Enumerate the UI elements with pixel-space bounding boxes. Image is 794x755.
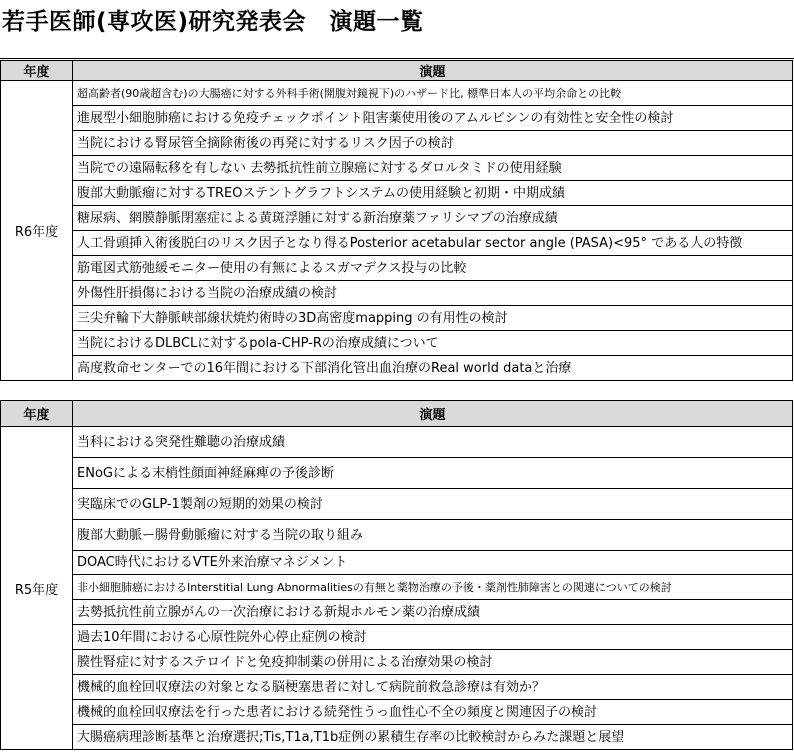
r6-topics-table: [0, 60, 793, 381]
topic-cell: 人工骨頭挿入術後脱臼のリスク因子となり得るPosterior acetabular sector angle (PASA)<95° である人の特徴: [73, 231, 793, 256]
table-row: [1, 520, 793, 551]
year-column-header: 年度: [1, 401, 73, 427]
table-row: [1, 131, 793, 156]
table-row: [1, 331, 793, 356]
table-row: [1, 551, 793, 575]
table-row: [1, 181, 793, 206]
table-row: [1, 356, 793, 381]
table-row: [1, 625, 793, 650]
table-row: [1, 156, 793, 181]
topic-cell: DOAC時代におけるVTE外来治療マネジメント: [73, 551, 793, 575]
topic-cell: 当院におけるDLBCLに対するpola-CHP-Rの治療成績について: [73, 331, 793, 356]
topic-cell: 当科における突発性難聴の治療成績: [73, 427, 793, 458]
topic-cell: ENoGによる末梢性顔面神経麻痺の予後診断: [73, 458, 793, 489]
table-row: [1, 650, 793, 675]
table-row: [1, 725, 793, 750]
table-header-row: [1, 401, 793, 427]
table-row: [1, 306, 793, 331]
table-row: [1, 458, 793, 489]
table-row: [1, 106, 793, 131]
topic-cell: 当院における腎尿管全摘除術後の再発に対するリスク因子の検討: [73, 131, 793, 156]
table-header-row: [1, 61, 793, 81]
table-row: [1, 427, 793, 458]
table-row: [1, 206, 793, 231]
topic-cell: 機械的血栓回収療法を行った患者における続発性うっ血性心不全の頻度と関連因子の検討: [73, 700, 793, 725]
topic-cell: 機械的血栓回収療法の対象となる脳梗塞患者に対して病院前救急診療は有効か？: [73, 675, 793, 700]
year-cell-r5: R5年度: [1, 427, 73, 750]
table-row: [1, 575, 793, 600]
topic-cell: 糖尿病、網膜静脈閉塞症による黄斑浮腫に対する新治療薬ファリシマブの治療成績: [73, 206, 793, 231]
topic-cell: 去勢抵抗性前立腺がんの一次治療における新規ホルモン薬の治療成績: [73, 600, 793, 625]
topic-cell: 進展型小細胞肺癌における免疫チェックポイント阻害薬使用後のアムルビシンの有効性と安全性の検討: [73, 106, 793, 131]
table-row: [1, 231, 793, 256]
table-row: [1, 281, 793, 306]
topic-cell: 実臨床でのGLP-1製剤の短期的効果の検討: [73, 489, 793, 520]
r5-topics-table: [0, 400, 793, 750]
topic-cell: 膜性腎症に対するステロイドと免疫抑制薬の併用による治療効果の検討: [73, 650, 793, 675]
table-row: [1, 700, 793, 725]
topic-cell: 当院での遠隔転移を有しない 去勢抵抗性前立腺癌に対するダロルタミドの使用経験: [73, 156, 793, 181]
table-row: [1, 256, 793, 281]
topic-cell: 外傷性肝損傷における当院の治療成績の検討: [73, 281, 793, 306]
table-row: [1, 675, 793, 700]
table-row: [1, 81, 793, 106]
title-divider: [0, 58, 794, 59]
topic-cell: 過去10年間における心原性院外心停止症例の検討: [73, 625, 793, 650]
topic-cell: 三尖弁輪下大静脈峡部線状焼灼術時の3D高密度mapping の有用性の検討: [73, 306, 793, 331]
topic-cell: 高度救命センターでの16年間における下部消化管出血治療のReal world dataと治療: [73, 356, 793, 381]
topic-column-header: 演題: [73, 61, 793, 81]
page-title: 若手医師(専攻医)研究発表会 演題一覧: [2, 9, 424, 35]
topic-cell: 超高齢者(90歳超含む)の大腸癌に対する外科手術(開腹対鏡視下)のハザード比, 標準日本人の平均余命との比較: [73, 81, 793, 106]
section-gap: [0, 381, 794, 395]
topic-cell: 腹部大動脈ー腸骨動脈瘤に対する当院の取り組み: [73, 520, 793, 551]
table-row: [1, 489, 793, 520]
year-column-header: 年度: [1, 61, 73, 81]
topic-cell: 腹部大動脈瘤に対するTREOステントグラフトシステムの使用経験と初期・中期成績: [73, 181, 793, 206]
table-row: [1, 600, 793, 625]
topic-column-header: 演題: [73, 401, 793, 427]
topic-cell: 筋電図式筋弛緩モニター使用の有無によるスガマデクス投与の比較: [73, 256, 793, 281]
year-cell-r6: R6年度: [1, 81, 73, 381]
topic-cell: 大腸癌病理診断基準と治療選択;Tis,T1a,T1b症例の累積生存率の比較検討からみた課題と展望: [73, 725, 793, 750]
topic-cell: 非小細胞肺癌におけるInterstitial Lung Abnormalitiesの有無と薬物治療の予後・薬剤性肺障害との関連についての検討: [73, 575, 793, 600]
